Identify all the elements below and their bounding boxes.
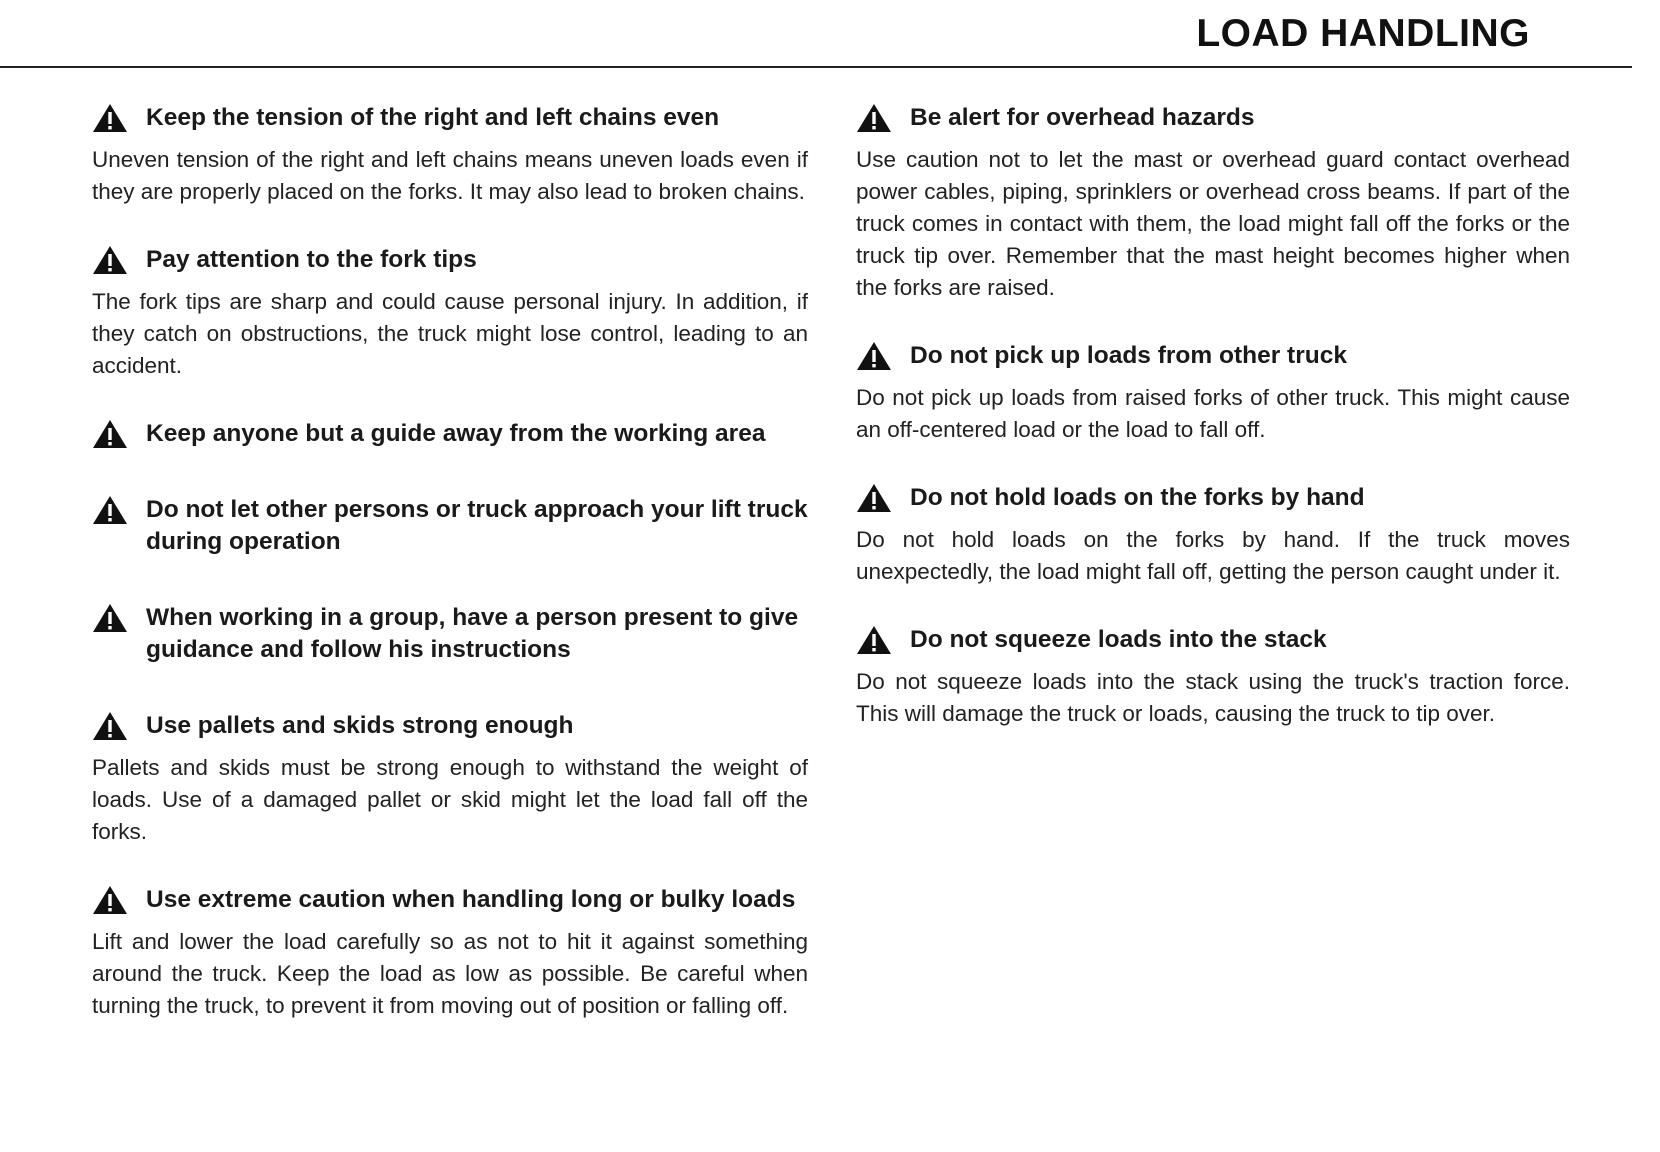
section-group-guidance [92,602,808,666]
warning-triangle-icon [92,103,128,133]
section-heading [92,244,808,276]
section-body: The fork tips are sharp and could cause personal injury. In addition, if they catch on obstructions, the truck might lose control, leading to an accident. [92,289,808,378]
section-heading [92,884,808,916]
section-body: Do not pick up loads from raised forks of other truck. This might cause an off-centered load or the load to fall off. [856,385,1570,442]
warning-triangle-icon [92,603,128,633]
warning-triangle-icon [92,711,128,741]
warning-triangle-icon [856,103,892,133]
section-heading-text: Keep anyone but a guide away from the working area [146,420,766,447]
section-body: Use caution not to let the mast or overhead guard contact overhead power cables, piping, sprinklers or overhead cross beams. If part of the truck comes in contact with them, the load might fall off the forks or the truck tip over. Remember that the mast height becomes higher when the forks are raised. [856,147,1570,300]
section-no-approach [92,494,808,558]
header-rule [0,66,1632,68]
section-heading-text: Pay attention to the fork tips [146,246,477,273]
warning-triangle-icon [856,625,892,655]
warning-triangle-icon [92,245,128,275]
warning-triangle-icon [856,341,892,371]
section-long-bulky-loads [92,884,808,1022]
section-heading-text: Do not hold loads on the forks by hand [910,484,1365,511]
section-hold-by-hand [856,482,1570,588]
section-heading [92,418,808,450]
section-overhead-hazards [856,102,1570,304]
section-body: Do not squeeze loads into the stack using the truck's traction force. This will damage the truck or loads, causing the truck to tip over. [856,669,1570,726]
section-body: Pallets and skids must be strong enough to withstand the weight of loads. Use of a damaged pallet or skid might let the load fall off the forks. [92,755,808,844]
warning-triangle-icon [92,885,128,915]
section-heading [856,340,1570,372]
section-chain-tension [92,102,808,208]
section-body: Uneven tension of the right and left chains means uneven loads even if they are properly placed on the forks. It may also lead to broken chains. [92,147,808,204]
section-heading [92,102,808,134]
section-heading [856,102,1570,134]
section-heading-text: Do not let other persons or truck approach your lift truck during operation [146,496,808,555]
page-title: LOAD HANDLING [1196,12,1530,55]
section-heading [92,710,808,742]
section-heading-text: Use pallets and skids strong enough [146,712,574,739]
left-column [92,102,808,1058]
section-fork-tips [92,244,808,382]
warning-triangle-icon [92,495,128,525]
section-body: Do not hold loads on the forks by hand. If the truck moves unexpectedly, the load might fall off, getting the person caught under it. [856,527,1570,584]
section-heading-text: Do not squeeze loads into the stack [910,626,1327,653]
section-other-truck [856,340,1570,446]
section-heading-text: Use extreme caution when handling long or bulky loads [146,886,796,913]
section-pallets-skids [92,710,808,848]
section-body: Lift and lower the load carefully so as not to hit it against something around the truck. Keep the load as low as possible. Be careful when turning the truck, to prevent it from moving out of position or falling off. [92,929,808,1018]
section-heading-text: When working in a group, have a person present to give guidance and follow his instructions [146,604,799,663]
section-heading [92,494,808,558]
section-heading-text: Keep the tension of the right and left chains even [146,104,720,131]
section-heading [856,624,1570,656]
warning-triangle-icon [92,419,128,449]
section-heading-text: Be alert for overhead hazards [910,104,1255,131]
section-guide-away [92,418,808,450]
section-squeeze-stack [856,624,1570,730]
right-column [856,102,1570,766]
section-heading [856,482,1570,514]
section-heading-text: Do not pick up loads from other truck [910,342,1347,369]
section-heading [92,602,808,666]
warning-triangle-icon [856,483,892,513]
